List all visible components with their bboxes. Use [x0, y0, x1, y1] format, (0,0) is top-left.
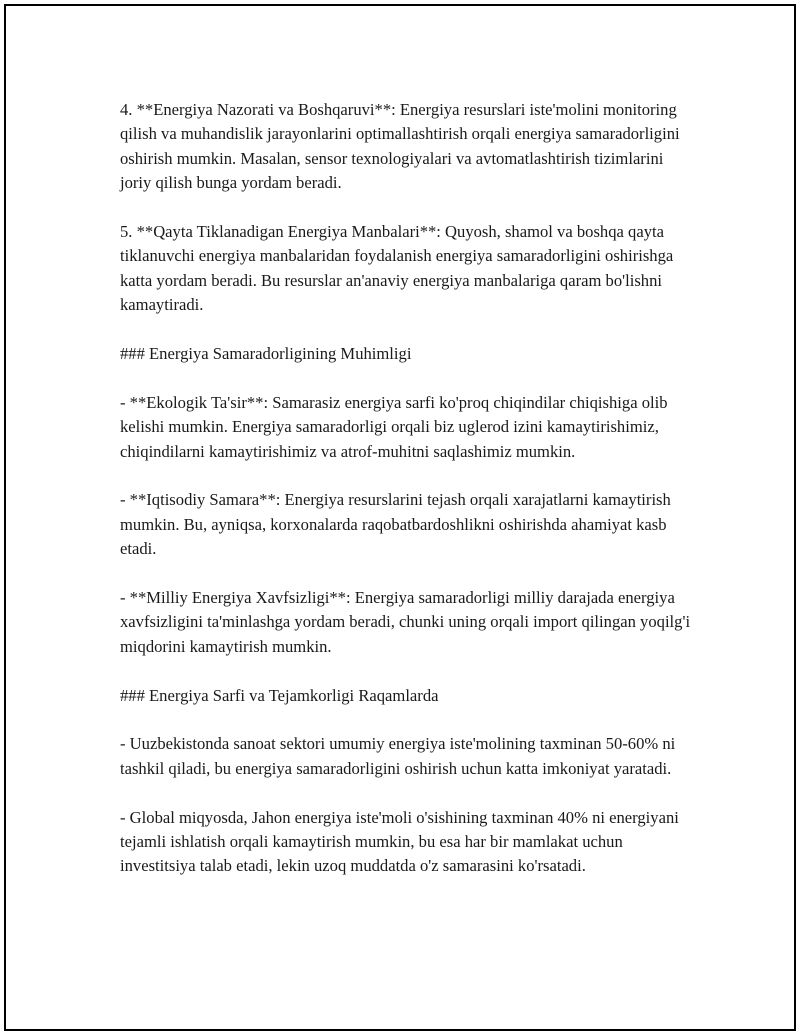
bullet-economic-benefit: - **Iqtisodiy Samara**: Energiya resurslarini tejash orqali xarajatlarni kamaytirish mumkin. Bu, ayniqsa, korxonalarda raqobatbardoshlikni oshirishda ahamiyat kasb etadi. — [120, 490, 671, 559]
bullet-national-security: - **Milliy Energiya Xavfsizligi**: Energiya samaradorligi milliy darajada energiya xavfsizligini ta'minlashga yordam beradi, chunki uning orqali import qilingan yoqilg'i miqdorini kamaytirish mumkin. — [120, 588, 691, 656]
bullet-ecological-impact: - **Ekologik Ta'sir**: Samarasiz energiya sarfi ko'proq chiqindilar chiqishiga olib kelishi mumkin. Energiya samaradorligi orqali biz uglerod izini kamaytirishimiz, chiqindilarni kamaytirishimiz va atrof-muhitni saqlashimiz mumkin. — [120, 392, 668, 461]
bullet-global-consumption: - Global miqyosda, Jahon energiya iste'moli o'sishining taxminan 40% ni energiyani tejamli ishlatish orqali kamaytirish mumkin, bu esa har bir mamlakat uchun investitsiya talab etadi, lekin uzoq muddatda o'z samarasini ko'rsatadi. — [120, 807, 679, 876]
section-heading-importance: ### Energiya Samaradorligining Muhimligi — [120, 344, 412, 364]
paragraph-energy-control: 4. **Energiya Nazorati va Boshqaruvi**: Energiya resurslari iste'molini monitoring qilish va muhandislik jarayonlarini optimallashtirish orqali energiya samaradorligini oshirish mumkin. Masalan, sensor texnologiyalari va avtomatlashtirish tizimlarini joriy qilish bunga yordam beradi. — [120, 100, 680, 193]
document-body — [120, 98, 692, 879]
section-heading-numbers: ### Energiya Sarfi va Tejamkorligi Raqamlarda — [120, 685, 439, 705]
document-page — [4, 4, 796, 1031]
bullet-uzbekistan-industry: - Uuzbekistonda sanoat sektori umumiy energiya iste'molining taxminan 50-60% ni tashkil qiladi, bu energiya samaradorligini oshirish uchun katta imkoniyat yaratadi. — [120, 734, 676, 778]
paragraph-renewable-sources: 5. **Qayta Tiklanadigan Energiya Manbalari**: Quyosh, shamol va boshqa qayta tiklanuvchi energiya manbalaridan foydalanish energiya samaradorligini oshirishga katta yordam beradi. Bu resurslar an'anaviy energiya manbalariga qaram bo'lishni kamaytiradi. — [120, 222, 674, 315]
